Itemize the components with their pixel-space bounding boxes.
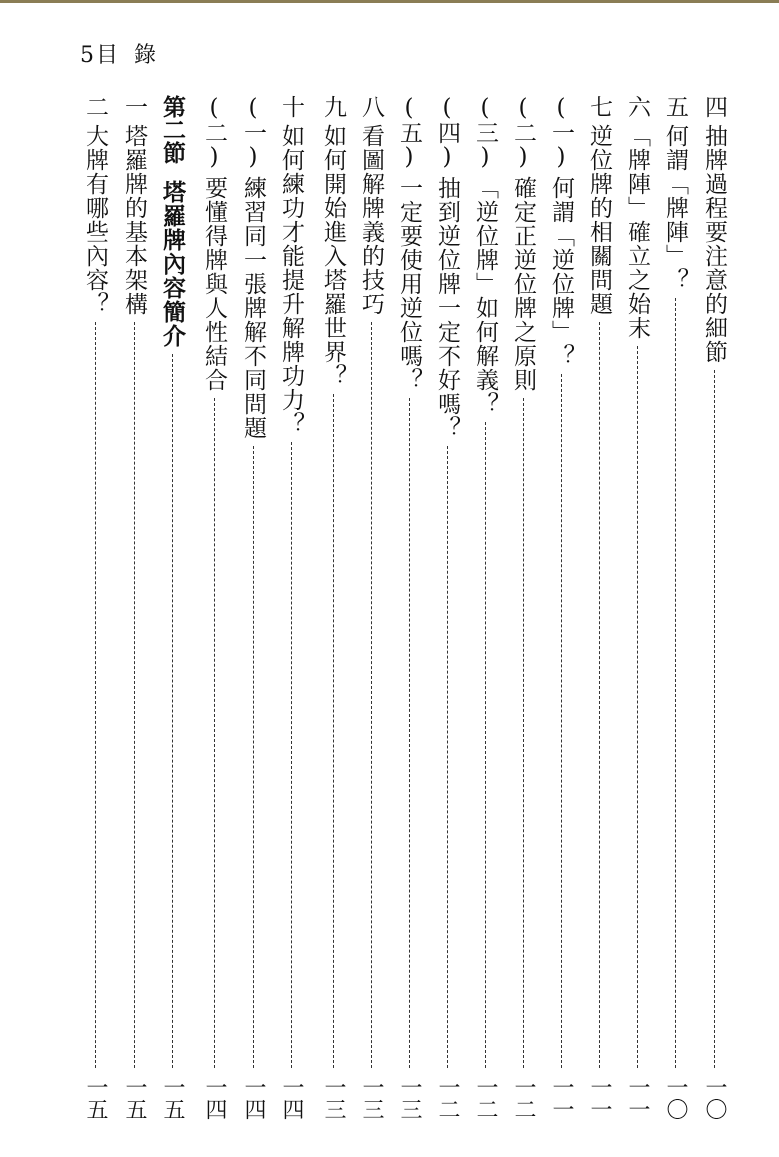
dot-leader <box>523 398 524 1068</box>
toc-entry <box>238 95 268 1120</box>
toc-entry <box>199 95 229 1120</box>
entry-title: 「逆位牌」如何解義？ <box>472 176 498 416</box>
toc-entry <box>508 95 538 1120</box>
entry-number: (一) <box>240 95 266 170</box>
entry-number: 四 <box>701 95 727 118</box>
entry-title: 練習同一張牌解不同問題 <box>240 176 266 440</box>
entry-title: 抽到逆位牌一定不好嗎？ <box>434 176 460 440</box>
entry-title: 逆位牌的相關問題 <box>586 124 612 316</box>
entry-page: 一五 <box>160 1076 185 1120</box>
page-number: 5 <box>80 43 96 68</box>
entry-page: 一二 <box>473 1076 498 1120</box>
toc-entry-section <box>157 95 187 1120</box>
entry-number: 八 <box>358 95 384 118</box>
entry-page: 一五 <box>83 1076 108 1120</box>
dot-leader <box>599 322 600 1068</box>
dot-leader <box>172 354 173 1068</box>
dot-leader <box>214 398 215 1068</box>
entry-number: 六 <box>624 95 650 118</box>
heading-char-mu: 目 <box>96 43 121 68</box>
toc-entry <box>546 95 576 1120</box>
toc-entry <box>584 95 614 1120</box>
entry-number: (一) <box>548 95 574 170</box>
toc-entry <box>699 95 729 1120</box>
toc-entry <box>470 95 500 1120</box>
dot-leader <box>561 374 562 1068</box>
section-title: 塔羅牌內容簡介 <box>159 180 186 348</box>
entry-title: 「牌陣」確立之始末 <box>624 124 650 340</box>
entry-page: 一三 <box>321 1076 346 1120</box>
dot-leader <box>253 446 254 1068</box>
dot-leader <box>291 442 292 1068</box>
toc-entry <box>80 95 110 1120</box>
entry-number: (四) <box>434 95 460 170</box>
entry-number: (三) <box>472 95 498 170</box>
dot-leader <box>485 422 486 1068</box>
entry-title: 看圖解牌義的技巧 <box>358 124 384 316</box>
dot-leader <box>95 322 96 1068</box>
dot-leader <box>371 322 372 1068</box>
dot-leader <box>447 446 448 1068</box>
toc-entry <box>318 95 348 1120</box>
entry-number: 二 <box>82 95 108 118</box>
dot-leader <box>675 298 676 1068</box>
entry-title: 何謂「逆位牌」？ <box>548 176 574 368</box>
entry-number: 七 <box>586 95 612 118</box>
entry-page: 一〇 <box>663 1076 688 1120</box>
heading-char-lu: 錄 <box>134 43 159 68</box>
entry-title: 抽牌過程要注意的細節 <box>701 124 727 364</box>
entry-page: 一三 <box>359 1076 384 1120</box>
entry-page: 一〇 <box>702 1076 727 1120</box>
entry-page: 一四 <box>279 1076 304 1120</box>
entry-page: 一四 <box>202 1076 227 1120</box>
entry-page: 一一 <box>549 1076 574 1120</box>
toc-entry <box>432 95 462 1120</box>
entry-number: 十 <box>278 95 304 118</box>
entry-number: (二) <box>201 95 227 170</box>
entry-number: 九 <box>320 95 346 118</box>
entry-number: 一 <box>121 95 147 118</box>
entry-page: 一二 <box>435 1076 460 1120</box>
entry-title: 何謂「牌陣」？ <box>662 124 688 292</box>
entry-title: 如何開始進入塔羅世界？ <box>320 124 346 388</box>
toc-entry <box>276 95 306 1120</box>
dot-leader <box>333 394 334 1068</box>
dot-leader <box>409 398 410 1068</box>
entry-title: 如何練功才能提升解牌功力？ <box>278 124 304 436</box>
toc-entry <box>394 95 424 1120</box>
entry-title: 要懂得牌與人性結合 <box>201 176 227 392</box>
entry-page: 一三 <box>397 1076 422 1120</box>
entry-number: 五 <box>662 95 688 118</box>
dot-leader <box>714 370 715 1068</box>
toc-entry <box>622 95 652 1120</box>
entry-page: 一四 <box>241 1076 266 1120</box>
dot-leader <box>637 346 638 1068</box>
entry-page: 一一 <box>625 1076 650 1120</box>
entry-number: (二) <box>510 95 536 170</box>
entry-page: 一五 <box>122 1076 147 1120</box>
toc-entry <box>356 95 386 1120</box>
entry-title: 確定正逆位牌之原則 <box>510 176 536 392</box>
entry-title: 塔羅牌的基本架構 <box>121 124 147 316</box>
entry-title: 一定要使用逆位嗎？ <box>396 176 422 392</box>
section-number: 第二節 <box>159 95 186 164</box>
entry-number: (五) <box>396 95 422 170</box>
toc-entry <box>660 95 690 1120</box>
entry-page: 一二 <box>511 1076 536 1120</box>
toc-entry <box>119 95 149 1120</box>
entry-title: 大牌有哪些內容？ <box>82 124 108 316</box>
dot-leader <box>134 322 135 1068</box>
entry-page: 一一 <box>587 1076 612 1120</box>
